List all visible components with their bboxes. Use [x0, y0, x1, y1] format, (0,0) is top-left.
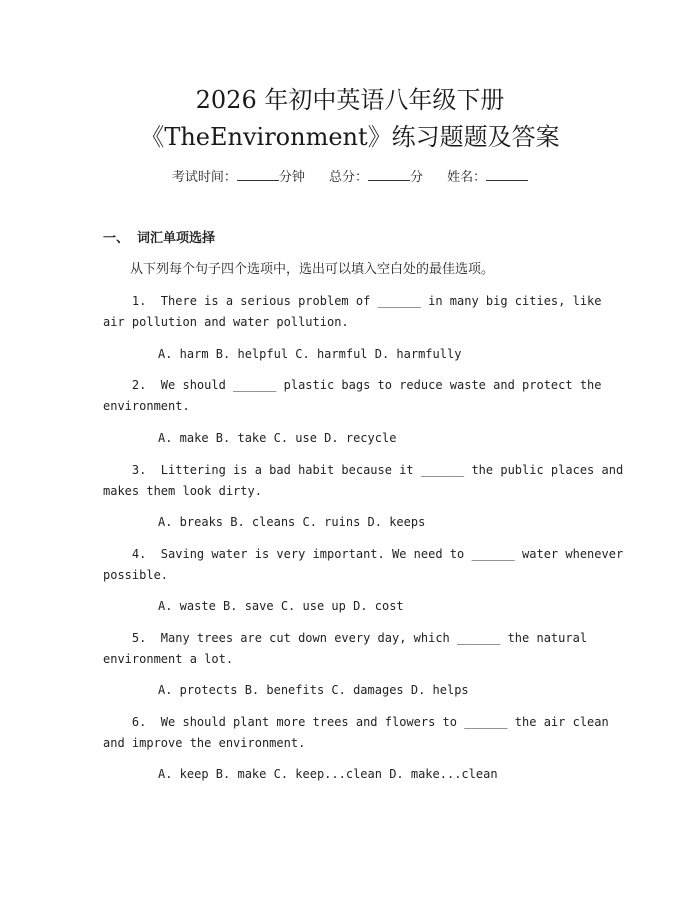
question-2-text-line-2: environment. — [103, 399, 190, 413]
student-name-field — [447, 168, 528, 188]
question-3-text-line-1: 3. Littering is a bad habit because it ______ the public places and — [103, 463, 624, 477]
question-3 — [103, 460, 624, 502]
student-name-label: 姓名： — [447, 170, 487, 185]
question-4-options: A. waste B. save C. use up D. cost — [158, 599, 404, 613]
question-1-options: A. harm B. helpful C. harmful D. harmfully — [158, 347, 462, 361]
question-5-options: A. protects B. benefits C. damages D. helps — [158, 683, 469, 697]
question-2-options: A. make B. take C. use D. recycle — [158, 431, 397, 445]
question-5-text-line-1: 5. Many trees are cut down every day, which ______ the natural — [103, 631, 588, 645]
question-3-options: A. breaks B. cleans C. ruins D. keeps — [158, 515, 426, 529]
question-6-options: A. keep B. make C. keep...clean D. make...clean — [158, 767, 498, 781]
exam-time-unit: 分钟 — [278, 170, 305, 185]
question-3-text-line-2: makes them look dirty. — [103, 484, 262, 498]
section-number: 一、 — [103, 231, 130, 246]
question-6-text-line-1: 6. We should plant more trees and flowers to ______ the air clean — [103, 715, 609, 729]
document-title-line-2: 《TheEnvironment》练习题题及答案 — [140, 123, 560, 151]
total-score-field — [329, 168, 423, 188]
student-name-blank — [486, 168, 528, 181]
question-1 — [103, 291, 603, 333]
section-title: 词汇单项选择 — [137, 231, 216, 246]
question-2 — [103, 375, 603, 417]
question-4-text-line-1: 4. Saving water is very important. We need to ______ water whenever — [103, 547, 624, 561]
question-5-text-line-2: environment a lot. — [103, 652, 234, 666]
total-score-label: 总分： — [328, 170, 368, 185]
question-6 — [103, 712, 609, 754]
question-1-text-line-2: air pollution and water pollution. — [103, 315, 349, 329]
exam-time-field — [172, 168, 305, 188]
question-5 — [103, 628, 603, 670]
total-score-unit: 分 — [410, 170, 424, 185]
question-1-text-line-1: 1. There is a serious problem of ______ in many big cities, like — [103, 294, 602, 308]
exam-time-blank — [237, 168, 279, 181]
section-heading — [103, 229, 215, 249]
document-title-line-1: 2026 年初中英语八年级下册 — [195, 86, 505, 114]
total-score-blank — [368, 168, 410, 181]
question-4 — [103, 544, 624, 586]
question-4-text-line-2: possible. — [103, 568, 169, 582]
question-2-text-line-1: 2. We should ______ plastic bags to reduce waste and protect the — [103, 378, 602, 392]
exam-time-label: 考试时间： — [171, 170, 237, 185]
question-6-text-line-2: and improve the environment. — [103, 736, 306, 750]
exam-info-bar — [0, 168, 700, 188]
section-instruction: 从下列每个句子四个选项中，选出可以填入空白处的最佳选项。 — [130, 262, 495, 277]
